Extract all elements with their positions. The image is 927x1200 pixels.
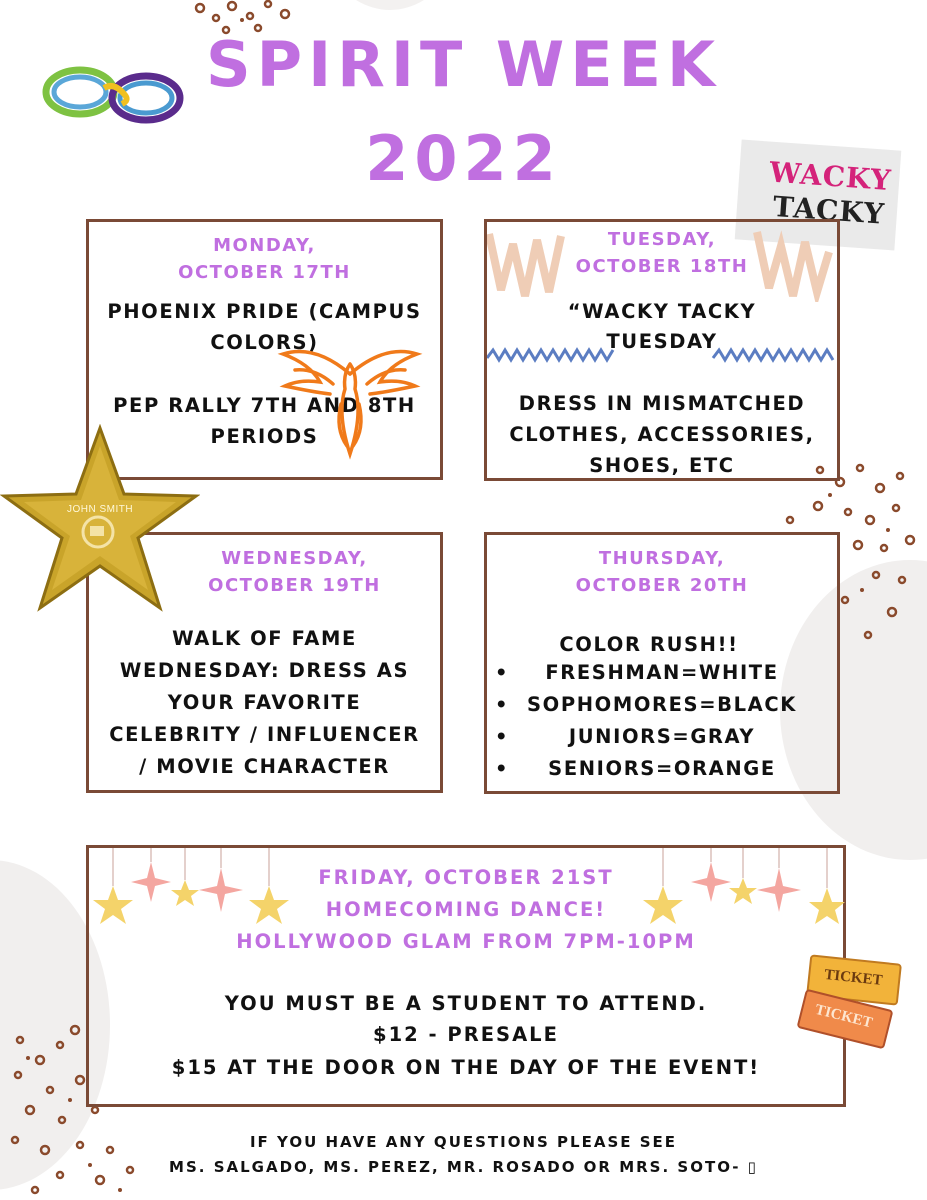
friday-card: [86, 845, 846, 1107]
friday-info-3: $15 AT THE DOOR ON THE DAY OF THE EVENT!: [171, 1056, 761, 1079]
color-rush-item: SENIORS=ORANGE: [548, 757, 776, 780]
wednesday-date: OCTOBER 19TH: [208, 575, 381, 596]
tuesday-theme-line-1: “WACKY TACKY: [567, 300, 757, 323]
friday-theme: HOLLYWOOD GLAM FROM 7PM-10PM: [236, 930, 696, 953]
title-line-1: SPIRIT WEEK: [206, 28, 721, 101]
sticker-text-wacky: WACKY: [768, 155, 893, 198]
friday-info-2: $12 - PRESALE: [373, 1023, 559, 1046]
walk-of-fame-star-icon: [0, 424, 200, 614]
color-rush-item: FRESHMAN=WHITE: [545, 661, 779, 684]
hanging-stars-decoration-right: [629, 848, 847, 938]
monday-theme-line-2: COLORS): [210, 331, 319, 354]
friday-event: HOMECOMING DANCE!: [325, 898, 607, 921]
tuesday-desc-line-2: CLOTHES, ACCESSORIES,: [509, 423, 815, 446]
color-rush-list: [487, 657, 837, 785]
monday-day: MONDAY,: [213, 235, 316, 256]
footer-line-1: IF YOU HAVE ANY QUESTIONS PLEASE SEE: [249, 1133, 678, 1151]
tuesday-theme-line-2: TUESDAY: [606, 330, 718, 353]
thursday-day: THURSDAY,: [598, 548, 726, 569]
monday-theme-line-1: PHOENIX PRIDE (CAMPUS: [107, 300, 422, 323]
wednesday-line-4: CELEBRITY / INFLUENCER: [109, 723, 420, 746]
footer-line-2: MS. SALGADO, MS. PEREZ, MR. ROSADO OR MRS. SOTO- ▯: [169, 1158, 758, 1176]
tuesday-card: [484, 219, 840, 481]
wednesday-line-1: WALK OF FAME: [172, 627, 357, 650]
phoenix-icon: [275, 334, 425, 464]
sticker-text-tacky: TACKY: [771, 189, 886, 231]
monday-event-line-2: PERIODS: [210, 425, 319, 448]
wednesday-line-5: / MOVIE CHARACTER: [139, 755, 390, 778]
zigzag-decoration-blue: [487, 340, 839, 370]
tuesday-desc-line-3: SHOES, ETC: [589, 454, 735, 477]
ticket-label: TICKET: [823, 966, 884, 989]
thursday-date: OCTOBER 20TH: [575, 575, 749, 596]
friday-info-1: YOU MUST BE A STUDENT TO ATTEND.: [224, 992, 708, 1015]
list-item: [487, 689, 837, 721]
tuesday-desc-line-1: DRESS IN MISMATCHED: [518, 392, 806, 415]
bullet: •: [495, 757, 510, 780]
bullet: •: [495, 661, 510, 684]
title-line-2: 2022: [365, 122, 562, 195]
wednesday-line-3: YOUR FAVORITE: [167, 691, 362, 714]
wednesday-day: WEDNESDAY,: [221, 548, 368, 569]
tuesday-day: TUESDAY,: [607, 229, 717, 250]
ticket-icon: [800, 955, 900, 1055]
list-item: [487, 721, 837, 753]
color-rush-item: SOPHOMORES=BLACK: [527, 693, 797, 716]
monday-date: OCTOBER 17TH: [178, 262, 351, 283]
wednesday-line-2: WEDNESDAY: DRESS AS: [119, 659, 410, 682]
friday-date: FRIDAY, OCTOBER 21ST: [318, 866, 614, 889]
list-item: [487, 753, 837, 785]
star-name-text: JOHN SMITH: [66, 504, 134, 515]
thursday-heading: COLOR RUSH!!: [559, 633, 739, 656]
tuesday-date: OCTOBER 18TH: [575, 256, 749, 277]
thursday-card: [484, 532, 840, 794]
bullet: •: [495, 693, 510, 716]
bullet: •: [495, 725, 510, 748]
hanging-stars-decoration-left: [89, 848, 319, 938]
list-item: [487, 657, 837, 689]
monday-event-line-1: PEP RALLY 7TH AND 8TH: [113, 394, 416, 417]
ticket-label: TICKET: [813, 1001, 874, 1032]
color-rush-item: JUNIORS=GRAY: [568, 725, 756, 748]
